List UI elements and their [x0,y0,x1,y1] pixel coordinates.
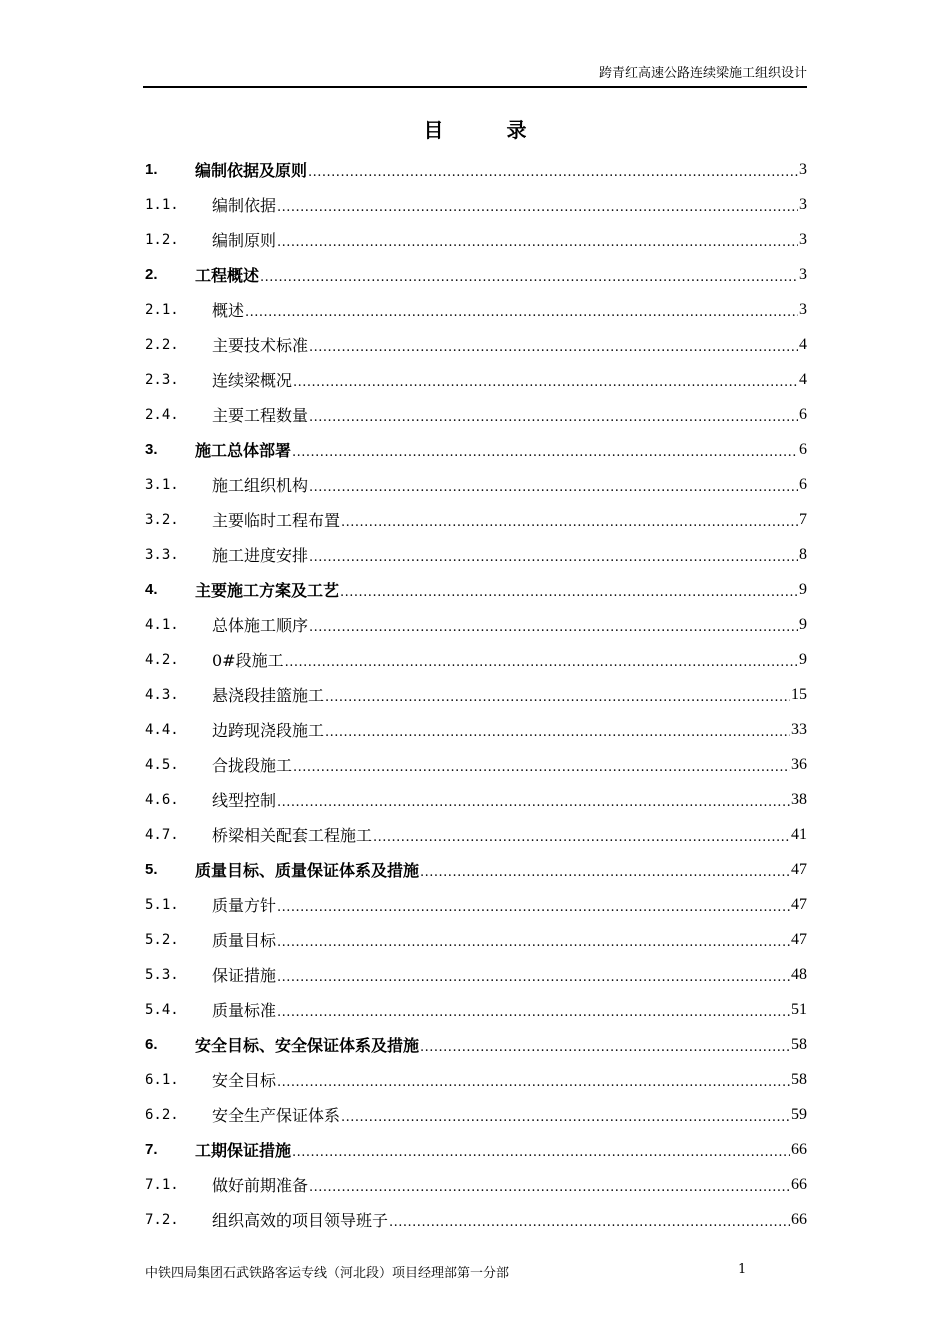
toc-entry-label: 0#段施工 [212,651,284,670]
toc-entry-number: 2.3. [145,371,179,388]
toc-entry[interactable] [145,502,807,537]
toc-entry-label: 合拢段施工 [212,756,293,775]
toc-entry-number: 4.2. [145,651,179,668]
toc-entry-page: 47 [791,860,807,878]
toc-entry-label: 安全目标 [212,1071,277,1090]
toc-entry-page: 47 [791,895,807,913]
toc-entry-page: 4 [799,370,807,388]
toc-entry-label: 安全生产保证体系 [212,1106,341,1125]
toc-entry-page: 9 [799,580,807,598]
toc-entry-page: 41 [791,825,807,843]
toc-entry-number: 4.5. [145,756,179,773]
toc-entry-label: 边跨现浇段施工 [212,721,325,740]
toc-entry[interactable] [145,572,807,607]
header-title: 跨青红高速公路连续梁施工组织设计 [598,66,807,81]
toc-entry[interactable] [145,257,807,292]
toc-entry-number: 2.1. [145,301,179,318]
toc-leader-dots [293,378,798,397]
toc-entry-label: 编制原则 [212,231,277,250]
toc-entry[interactable] [145,537,807,572]
toc-entry-number: 4.1. [145,616,179,633]
toc-entry-number: 7. [145,1141,158,1158]
toc-entry-page: 9 [799,615,807,633]
toc-entry-label: 主要工程数量 [212,406,309,425]
toc-entry-label: 连续梁概况 [212,371,293,390]
toc-leader-dots [308,168,798,187]
toc-leader-dots [292,448,798,467]
toc-entry-label: 工期保证措施 [195,1141,292,1160]
toc-entry-number: 3.1. [145,476,179,493]
toc-leader-dots [292,1148,790,1167]
toc-entry-page: 36 [791,755,807,773]
toc-entry-page: 6 [799,475,807,493]
toc-entry[interactable] [145,1062,807,1097]
toc-entry-label: 施工总体部署 [195,441,292,460]
toc-entry-page: 3 [799,195,807,213]
toc-entry-label: 组织高效的项目领导班子 [212,1211,389,1230]
toc-entry-number: 3.3. [145,546,179,563]
toc-entry-number: 5.3. [145,966,179,983]
toc-entry-label: 质量目标 [212,931,277,950]
toc-entry-page: 59 [791,1105,807,1123]
toc-entry-label: 安全目标、安全保证体系及措施 [195,1036,420,1055]
toc-leader-dots [277,1008,790,1027]
toc-entry[interactable] [145,152,807,187]
toc-entry-number: 5. [145,861,158,878]
toc-entry-page: 3 [799,265,807,283]
toc-entry-label: 施工组织机构 [212,476,309,495]
toc-leader-dots [277,1078,790,1097]
toc-entry[interactable] [145,1202,807,1237]
toc-entry-label: 总体施工顺序 [212,616,309,635]
toc-entry-number: 6.2. [145,1106,179,1123]
toc-entry[interactable] [145,327,807,362]
toc-entry-page: 8 [799,545,807,563]
toc-leader-dots [277,973,790,992]
toc-entry-page: 47 [791,930,807,948]
toc-entry[interactable] [145,992,807,1027]
toc-entry-label: 质量目标、质量保证体系及措施 [195,861,420,880]
toc-leader-dots [277,238,798,257]
toc-entry[interactable] [145,607,807,642]
toc-entry-number: 2.2. [145,336,179,353]
toc-entry[interactable] [145,1132,807,1167]
toc-leader-dots [277,903,790,922]
toc-entry[interactable] [145,467,807,502]
toc-entry[interactable] [145,1167,807,1202]
toc-entry-number: 3. [145,441,158,458]
toc-entry-number: 5.2. [145,931,179,948]
toc-entry-label: 编制依据及原则 [195,161,308,180]
toc-entry[interactable] [145,922,807,957]
toc-entry-label: 质量方针 [212,896,277,915]
toc-leader-dots [285,658,798,677]
toc-entry-label: 工程概述 [195,266,260,285]
toc-leader-dots [341,518,798,537]
toc-leader-dots [420,1043,790,1062]
toc-leader-dots [309,413,798,432]
toc-leader-dots [325,693,790,712]
toc-entry-label: 保证措施 [212,966,277,985]
toc-entry-page: 3 [799,230,807,248]
toc-entry-label: 施工进度安排 [212,546,309,565]
toc-entry-page: 3 [799,160,807,178]
toc-leader-dots [309,343,798,362]
toc-leader-dots [309,483,798,502]
toc-entry[interactable] [145,362,807,397]
toc-entry-label: 编制依据 [212,196,277,215]
toc-entry-page: 48 [791,965,807,983]
toc-leader-dots [341,1113,790,1132]
toc-entry-number: 7.2. [145,1211,179,1228]
toc-leader-dots [277,203,798,222]
toc-entry-number: 2. [145,266,158,283]
toc-leader-dots [245,308,798,327]
page-header [143,64,807,88]
toc-leader-dots [277,938,790,957]
toc-leader-dots [389,1218,790,1237]
toc-entry[interactable] [145,187,807,222]
toc-entry-number: 4.3. [145,686,179,703]
table-of-contents [145,152,807,1237]
toc-leader-dots [260,273,798,292]
toc-entry[interactable] [145,292,807,327]
toc-entry[interactable] [145,852,807,887]
toc-entry[interactable] [145,642,807,677]
toc-entry-number: 1.1. [145,196,179,213]
toc-entry-page: 66 [791,1210,807,1228]
toc-leader-dots [309,553,798,572]
toc-entry-number: 1.2. [145,231,179,248]
toc-leader-dots [373,833,790,852]
toc-entry-page: 51 [791,1000,807,1018]
toc-entry-number: 4.4. [145,721,179,738]
toc-entry-number: 6.1. [145,1071,179,1088]
toc-leader-dots [293,763,790,782]
toc-entry-number: 1. [145,161,158,178]
toc-leader-dots [325,728,790,747]
footer-page-number: 1 [738,1262,747,1277]
toc-entry-page: 3 [799,300,807,318]
toc-entry-page: 66 [791,1175,807,1193]
toc-entry[interactable] [145,222,807,257]
toc-entry-number: 4. [145,581,158,598]
toc-entry[interactable] [145,817,807,852]
toc-entry[interactable] [145,712,807,747]
toc-entry-label: 质量标准 [212,1001,277,1020]
toc-entry-page: 6 [799,440,807,458]
toc-entry-page: 58 [791,1035,807,1053]
toc-entry[interactable] [145,887,807,922]
toc-leader-dots [340,588,798,607]
toc-entry-number: 4.6. [145,791,179,808]
toc-leader-dots [420,868,790,887]
toc-leader-dots [309,623,798,642]
toc-title: 目 录 [423,118,555,142]
toc-leader-dots [277,798,790,817]
toc-entry[interactable] [145,432,807,467]
toc-entry-page: 9 [799,650,807,668]
toc-entry[interactable] [145,677,807,712]
toc-entry[interactable] [145,957,807,992]
toc-entry-page: 58 [791,1070,807,1088]
toc-entry-page: 4 [799,335,807,353]
toc-entry-label: 主要临时工程布置 [212,511,341,530]
toc-entry-label: 概述 [212,301,245,320]
toc-entry-page: 33 [791,720,807,738]
toc-entry-page: 7 [799,510,807,528]
toc-entry-page: 66 [791,1140,807,1158]
toc-entry-number: 6. [145,1036,158,1053]
toc-entry-label: 做好前期准备 [212,1176,309,1195]
toc-entry-label: 主要技术标准 [212,336,309,355]
toc-entry-number: 2.4. [145,406,179,423]
toc-entry-label: 桥梁相关配套工程施工 [212,826,373,845]
toc-entry-page: 38 [791,790,807,808]
toc-entry-number: 5.1. [145,896,179,913]
toc-entry[interactable] [145,747,807,782]
toc-entry-label: 线型控制 [212,791,277,810]
toc-entry-page: 6 [799,405,807,423]
toc-entry[interactable] [145,1097,807,1132]
toc-leader-dots [309,1183,790,1202]
toc-entry-number: 4.7. [145,826,179,843]
toc-entry[interactable] [145,1027,807,1062]
toc-entry-number: 5.4. [145,1001,179,1018]
toc-entry[interactable] [145,782,807,817]
toc-entry-label: 悬浇段挂篮施工 [212,686,325,705]
toc-entry-page: 15 [791,685,807,703]
toc-entry-number: 3.2. [145,511,179,528]
toc-entry[interactable] [145,397,807,432]
toc-entry-label: 主要施工方案及工艺 [195,581,340,600]
footer-text: 中铁四局集团石武铁路客运专线（河北段）项目经理部第一分部 [145,1266,510,1281]
toc-entry-number: 7.1. [145,1176,179,1193]
